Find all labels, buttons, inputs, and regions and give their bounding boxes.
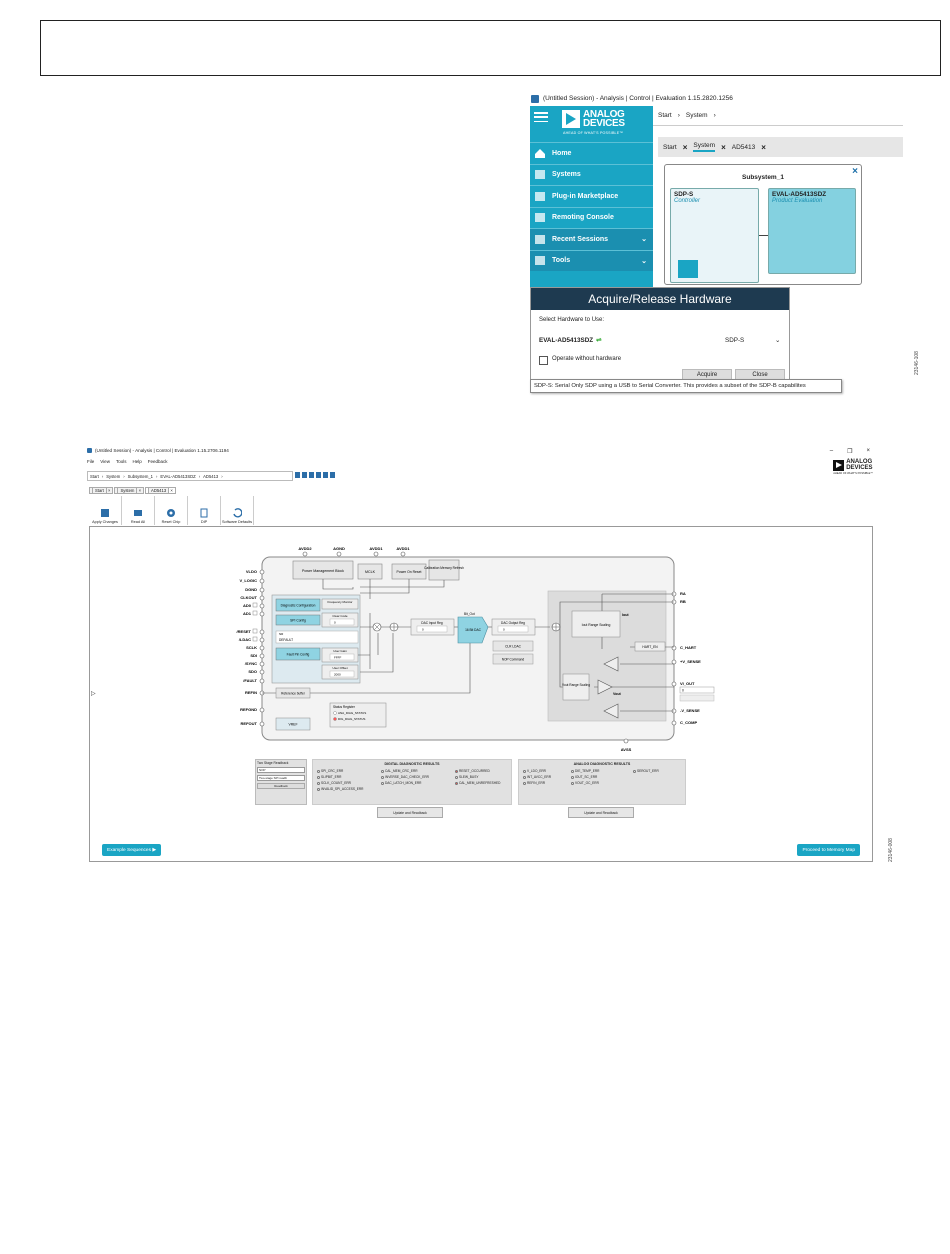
chevron-right-icon: › — [221, 473, 223, 479]
ref-buffer-label: Reference buffer — [281, 691, 305, 696]
gear-icon — [166, 508, 176, 518]
acquire-button[interactable]: Acquire — [682, 369, 732, 381]
tab-start[interactable]: Start × — [89, 487, 113, 494]
status-item: ANA_DIAG_STATUS — [338, 711, 367, 715]
connector-line — [759, 235, 768, 236]
diag-flag — [523, 769, 546, 773]
pin-vldo: VLDO — [245, 569, 257, 574]
tab-system[interactable]: System × — [114, 487, 144, 494]
calib-label: Calibration Memory Refresh — [424, 566, 464, 570]
software-defaults-button[interactable] — [221, 496, 254, 525]
dac-label: 16 Bit DAC — [465, 628, 481, 632]
toolbar-label: Software Defaults — [222, 520, 252, 524]
sidebar-item-label: Plug-in Marketplace — [552, 192, 619, 200]
tools-icon — [534, 255, 546, 266]
flag-label: VOUT_OC_ERR — [575, 781, 599, 785]
menu-tools[interactable]: Tools — [115, 459, 127, 464]
analog-diagnostics-panel — [518, 759, 686, 805]
undo-icon — [232, 508, 242, 518]
dac-title: Bit_Out — [464, 612, 475, 616]
controller-name: SDP-S — [725, 336, 745, 344]
ldac-checkbox[interactable] — [253, 637, 257, 641]
digital-update-button[interactable]: Update and Readback — [377, 807, 443, 818]
flag-label: SPI_CRC_ERR — [321, 769, 344, 773]
acquire-dialog — [530, 287, 790, 382]
reset-checkbox[interactable] — [253, 629, 257, 633]
pin-dot — [303, 552, 307, 556]
reset-chip-button[interactable] — [155, 496, 188, 525]
figure-acquire-hardware — [530, 91, 903, 391]
flag-label: INVALID_SPI_ACCESS_ERR — [321, 787, 364, 791]
diagram-canvas — [89, 526, 873, 862]
flag-label: IOUT_SC_ERR — [575, 775, 598, 779]
viout-range-select[interactable] — [680, 695, 714, 701]
eval-board-card[interactable] — [768, 188, 856, 274]
pin-rb: RB — [680, 599, 686, 604]
vout-range-block[interactable] — [563, 674, 589, 700]
output-area — [548, 591, 666, 721]
toolbar-label: Reset Chip — [161, 520, 181, 524]
power-label: Power Management Block — [302, 569, 344, 573]
toolbar-label: Read All — [130, 520, 146, 524]
flag-indicator — [523, 770, 526, 773]
breadcrumb-system[interactable]: System — [685, 112, 708, 119]
hamburger-icon[interactable] — [534, 112, 548, 122]
subsystem-panel — [664, 164, 862, 285]
diag-flag — [523, 781, 545, 785]
figure-number: 23146-108 — [914, 351, 920, 375]
clr-label: CLR LDAC — [505, 644, 521, 649]
pin-sdo: SDO — [248, 669, 257, 674]
logo-line1: ANALOG — [846, 459, 873, 465]
pin-dot — [260, 638, 264, 642]
diag-flag — [381, 775, 429, 779]
flag-label: SEROUT_ERR — [637, 769, 659, 773]
card-subtitle: Controller — [674, 198, 701, 204]
pin-ccomp: C_COMP — [680, 720, 698, 725]
two-stage-readback-panel — [255, 759, 307, 805]
clear-value: 0 — [334, 620, 336, 625]
read-icon — [133, 508, 143, 518]
pin-viout: VI_OUT — [680, 681, 695, 686]
diag-flag — [523, 775, 551, 779]
pin-dot — [260, 604, 264, 608]
close-icon[interactable]: × — [682, 142, 688, 152]
pin-refgnd: REFGND — [240, 707, 257, 712]
flag-label: CAL_MEM_CRC_ERR — [385, 769, 418, 773]
flag-indicator — [317, 770, 320, 773]
adi-logo-icon — [562, 110, 580, 128]
chevron-down-icon: ⌄ — [641, 236, 647, 244]
chip-icon — [678, 260, 698, 278]
memory-map-button[interactable]: Proceed to Memory Map — [797, 844, 860, 856]
menu-bar — [87, 459, 168, 464]
pin-vlogic: V_LOGIC — [239, 578, 257, 583]
sidebar-item-label: Home — [552, 149, 572, 157]
figure-number: 23146-008 — [888, 838, 894, 862]
breadcrumb-item[interactable]: Subsystem_1 — [127, 473, 153, 479]
pin-sclk: SCLK — [246, 645, 257, 650]
sidebar-item-recent-sessions[interactable] — [530, 228, 653, 250]
pin-dot — [260, 579, 264, 583]
diag-flag — [317, 769, 343, 773]
menu-view[interactable]: View — [100, 459, 110, 464]
pin-clkout: CLKOUT — [240, 595, 257, 600]
pin-sync: /SYNC — [244, 661, 257, 666]
sidebar-item-marketplace[interactable] — [530, 185, 653, 207]
tab-label: AD5413 — [148, 487, 169, 494]
diag-flag — [381, 781, 421, 785]
config-icon[interactable] — [309, 472, 314, 478]
logo-line1: ANALOG — [583, 109, 625, 120]
status-item: DIG_DIAG_STATUS — [338, 717, 366, 721]
diag-flag — [571, 769, 599, 773]
mclk-label: MCLK — [365, 570, 375, 574]
breadcrumb-item[interactable]: System — [106, 473, 121, 479]
pin-dot — [624, 739, 628, 743]
chevron-right-icon: › — [101, 473, 104, 479]
sidebar-nav — [530, 142, 653, 271]
apply-icon — [100, 508, 110, 518]
tab-ad5413[interactable]: AD5413 — [731, 143, 756, 151]
pin-dot — [260, 662, 264, 666]
vout-range-label: Vout Range Scaling — [562, 683, 590, 687]
read-all-button[interactable] — [122, 496, 155, 525]
breadcrumb — [653, 106, 903, 126]
app-icon — [531, 95, 539, 103]
pin-dot — [672, 721, 676, 725]
pin-dot — [260, 596, 264, 600]
card-subtitle: Product Evaluation — [772, 198, 823, 204]
flag-indicator — [381, 782, 384, 785]
offset-value: 2000 — [334, 672, 341, 677]
button-label: Example Sequences — [107, 847, 151, 853]
flag-indicator — [523, 782, 526, 785]
dac-input-label: DAC Input Reg — [421, 621, 443, 625]
dac-input-value: 0 — [422, 627, 424, 632]
flag-indicator — [317, 782, 320, 785]
chevron-right-icon: › — [198, 473, 201, 479]
flag-label: RESET_OCCURRED — [459, 769, 490, 773]
readback-select-2[interactable]: Two-stage SPI readb — [257, 775, 305, 781]
pin-avss: AVSS — [620, 747, 632, 752]
readback-select-1[interactable]: NOP — [257, 767, 305, 773]
sidebar-item-label: Tools — [552, 257, 571, 265]
chevron-right-icon: › — [123, 473, 125, 479]
calib-block[interactable] — [429, 560, 459, 580]
adi-logo — [562, 110, 625, 128]
diag-flag — [633, 769, 659, 773]
diag-flag — [317, 781, 351, 785]
flag-indicator — [571, 782, 574, 785]
hardware-name: EVAL-AD5413SDZ — [539, 336, 594, 344]
flag-label: SLEW_BUSY — [459, 775, 479, 779]
card-title: EVAL-AD5413SDZ — [772, 191, 827, 198]
dac-output-value: 0 — [503, 627, 505, 632]
settings-icon[interactable] — [323, 472, 328, 478]
fault-label: Fault Pin Config — [286, 652, 310, 657]
pin-vsense-n: -V_SENSE — [680, 708, 700, 713]
flag-indicator — [571, 770, 574, 773]
app-icon — [87, 448, 92, 453]
chevron-down-icon: ⌄ — [641, 257, 647, 265]
pin-dot — [260, 588, 264, 592]
hart-label: HART_EN — [642, 645, 658, 649]
diag-flag — [571, 781, 599, 785]
flag-label: REFIN_ERR — [527, 781, 546, 785]
dac-output-label: DAC Output Reg — [501, 621, 525, 625]
chevron-down-icon[interactable]: ⌄ — [775, 336, 781, 344]
tooltip: SDP-S: Serial Only SDP using a USB to Serial Converter. This provides a subset of the SDP-B capabilites — [530, 379, 842, 393]
card-title: SDP-S — [674, 191, 694, 198]
flag-indicator — [633, 770, 636, 773]
hardware-select[interactable] — [539, 334, 779, 346]
breadcrumb-start[interactable]: Start — [658, 112, 672, 119]
chevron-right-icon: › — [677, 112, 680, 119]
pin-avdd1: AVDD1 — [369, 546, 383, 551]
pin-dot — [260, 646, 264, 650]
analog-update-button[interactable]: Update and Readback — [568, 807, 634, 818]
systems-icon — [534, 169, 546, 180]
diag-flag — [317, 775, 341, 779]
window-controls — [830, 448, 870, 455]
folder-icon — [534, 234, 546, 245]
tab-ad5413[interactable]: AD5413 × — [145, 487, 176, 494]
flag-indicator — [317, 788, 320, 791]
sidebar-item-remoting[interactable] — [530, 207, 653, 229]
pin-ad0: AD0 — [242, 603, 251, 608]
diag-flag — [571, 775, 597, 779]
minimize-icon[interactable]: – — [829, 448, 834, 454]
usb-icon: ⇌ — [596, 336, 602, 344]
flag-indicator — [455, 770, 458, 773]
logo-line2: DEVICES — [846, 464, 873, 471]
apply-changes-button[interactable] — [89, 496, 122, 525]
dropdown-title: NR — [279, 632, 284, 636]
pin-sdi: SDI — [250, 653, 257, 658]
panel-title: ANALOG DIAGNOSTIC RESULTS — [573, 762, 631, 766]
pin-dot — [260, 570, 264, 574]
diag-flag — [455, 781, 500, 785]
status-title: Status Register — [333, 705, 355, 709]
ad1-checkbox[interactable] — [253, 611, 257, 615]
digital-diagnostics-panel — [312, 759, 512, 805]
por-label: Power On Reset — [396, 570, 422, 574]
operate-without-hw-checkbox[interactable] — [539, 356, 548, 365]
dip-icon — [199, 508, 209, 518]
pin-refin: REFIN — [245, 690, 257, 695]
flag-indicator — [455, 782, 458, 785]
ad0-checkbox[interactable] — [253, 603, 257, 607]
close-icon[interactable]: × — [852, 166, 858, 177]
flag-label: DAC_LATCH_MON_ERR — [385, 781, 422, 785]
flag-label: CAL_MEM_UNREFRESHED — [459, 781, 501, 785]
freq-label: Frequency Monitor — [327, 600, 353, 604]
vref-label: VREF — [288, 722, 298, 727]
chevron-right-icon: › — [156, 473, 158, 479]
toolbar-label: Apply Changes — [92, 520, 118, 524]
pin-vsense-p: +V_SENSE — [680, 659, 701, 664]
sidebar-item-label: Remoting Console — [552, 214, 614, 222]
flag-label: SLIPBIT_ERR — [321, 775, 342, 779]
console-icon — [534, 212, 546, 223]
diag-flag — [455, 769, 490, 773]
pin-dot — [374, 552, 378, 556]
save-icon[interactable] — [302, 472, 307, 478]
vout-label: Vout — [613, 692, 621, 696]
pin-dot — [260, 708, 264, 712]
sidebar-item-home[interactable] — [530, 142, 653, 164]
flag-label: INT_AVCC_ERR — [527, 775, 552, 779]
tab-label: System — [117, 487, 137, 494]
example-sequences-button[interactable] — [102, 844, 161, 856]
pin-dot — [260, 630, 264, 634]
pin-avdd1b: AVDD1 — [396, 546, 410, 551]
figure-ad5413-block-diagram — [85, 448, 878, 864]
close-button[interactable]: Close — [735, 369, 785, 381]
close-icon[interactable]: × — [866, 448, 870, 454]
diag-flag — [455, 775, 479, 779]
panel-title: Two Stage Readback — [257, 761, 289, 765]
spi-label: SPI Config — [290, 618, 306, 623]
status-indicator — [334, 718, 337, 721]
pin-dot — [672, 682, 676, 686]
device-toolbar — [89, 496, 254, 525]
sidebar-item-label: Recent Sessions — [552, 235, 609, 243]
checkbox-label: Operate without hardware — [552, 356, 622, 362]
nop-label: NOP Command — [501, 657, 525, 662]
close-icon[interactable]: × — [721, 142, 726, 152]
adi-logo-icon — [833, 460, 844, 471]
logo-tagline: AHEAD OF WHAT'S POSSIBLE™ — [563, 131, 624, 135]
header-banner — [40, 20, 941, 76]
toolbar-label: DIP — [200, 520, 208, 524]
dip-button[interactable] — [188, 496, 221, 525]
plugin-icon — [534, 191, 546, 202]
pin-avdd2: AVDD2 — [298, 546, 312, 551]
pin-agnd: AGND — [333, 546, 345, 551]
flag-label: SCLK_COUNT_ERR — [321, 781, 351, 785]
tab-label: Start — [92, 487, 107, 494]
pin-dot — [260, 612, 264, 616]
home-icon[interactable] — [295, 472, 300, 478]
app-body — [530, 106, 903, 391]
diag-label: Diagnostic Configuration — [280, 603, 316, 608]
diag-flag — [317, 787, 363, 791]
pin-dot — [260, 722, 264, 726]
iout-range-label: Iout Range Scaling — [581, 623, 611, 627]
breadcrumb — [87, 471, 293, 481]
expand-panel-icon[interactable]: ▷ — [91, 691, 96, 697]
sidebar-item-tools[interactable] — [530, 250, 653, 272]
block-diagram — [90, 527, 874, 863]
window-icon[interactable] — [330, 472, 335, 478]
pin-dot — [260, 679, 264, 683]
breadcrumb-item[interactable]: Start — [90, 473, 99, 479]
pin-dot — [337, 552, 341, 556]
menu-help[interactable]: Help — [132, 459, 142, 464]
flag-indicator — [455, 776, 458, 779]
tab-start[interactable]: Start — [663, 143, 677, 151]
quick-toolbar — [295, 472, 335, 478]
close-icon[interactable]: × — [761, 142, 766, 152]
flag-label: V_LDO_ERR — [527, 769, 546, 773]
logo-tagline: AHEAD OF WHAT'S POSSIBLE™ — [833, 472, 873, 475]
viout-value: 0 — [682, 688, 684, 693]
tab-bar — [89, 487, 176, 494]
pin-dgnd: DGND — [245, 587, 257, 592]
flag-indicator — [523, 776, 526, 779]
dropdown-value: DEFAULT — [279, 638, 294, 642]
chevron-right-icon: › — [713, 112, 716, 119]
menu-feedback[interactable]: Feedback — [147, 459, 168, 464]
breadcrumb-item[interactable]: AD5413 — [203, 473, 219, 479]
pin-dot — [672, 646, 676, 650]
flag-indicator — [571, 776, 574, 779]
gain-label: User Gain — [333, 649, 347, 653]
adi-logo — [833, 460, 873, 475]
flag-label: INVERSE_DAC_CHECK_ERR — [385, 775, 429, 779]
tab-system[interactable]: System — [693, 142, 715, 152]
dialog-title: Acquire/Release Hardware — [531, 288, 789, 310]
flag-label: DIE_TEMP_ERR — [575, 769, 600, 773]
tab-bar — [658, 137, 903, 157]
breadcrumb-item[interactable]: EVAL-AD5413SDZ — [160, 473, 196, 479]
grid-icon[interactable] — [316, 472, 321, 478]
window-titlebar — [87, 448, 229, 453]
pin-reset: /RESET — [236, 629, 251, 634]
pin-dot — [260, 670, 264, 674]
restore-icon[interactable]: ❐ — [847, 449, 853, 455]
pin-refout: REFOUT — [240, 721, 257, 726]
sidebar-item-systems[interactable] — [530, 164, 653, 186]
logo-line2: DEVICES — [583, 118, 625, 129]
pin-dot — [401, 552, 405, 556]
status-indicator — [334, 712, 337, 715]
select-label: Select Hardware to Use: — [539, 317, 605, 323]
pin-chart: C_HART — [680, 645, 697, 650]
gain-value: FFFF — [334, 655, 342, 660]
flag-indicator — [381, 776, 384, 779]
readback-button[interactable]: Readback — [257, 783, 305, 789]
window-titlebar — [530, 91, 903, 106]
pin-ra: RA — [680, 591, 686, 596]
window-title: (Untitled Session) - Analysis | Control | Evaluation 1.15.2706.1194 — [95, 448, 229, 453]
iout-label: Iout — [622, 613, 629, 617]
offset-label: User Offset — [332, 666, 348, 670]
diag-flag — [381, 769, 418, 773]
controller-card[interactable] — [670, 188, 759, 283]
flag-indicator — [317, 776, 320, 779]
menu-file[interactable]: File — [87, 459, 95, 464]
pin-fault: /FAULT — [243, 678, 257, 683]
pin-ad1: AD1 — [242, 611, 251, 616]
home-icon — [534, 148, 546, 159]
sidebar-item-label: Systems — [552, 171, 581, 179]
clear-label: Clear Code — [332, 614, 348, 618]
play-icon: ▶ — [152, 847, 157, 853]
pin-ldac: /LDAC — [238, 637, 251, 642]
pin-dot — [260, 654, 264, 658]
window-title: (Untitled Session) - Analysis | Control | Evaluation 1.15.2820.1256 — [543, 95, 733, 102]
flag-indicator — [381, 770, 384, 773]
viout-input[interactable] — [680, 687, 714, 693]
pin-dot — [672, 660, 676, 664]
subsystem-title: Subsystem_1 — [742, 174, 784, 181]
panel-title: DIGITAL DIAGNOSTIC RESULTS — [384, 762, 440, 766]
